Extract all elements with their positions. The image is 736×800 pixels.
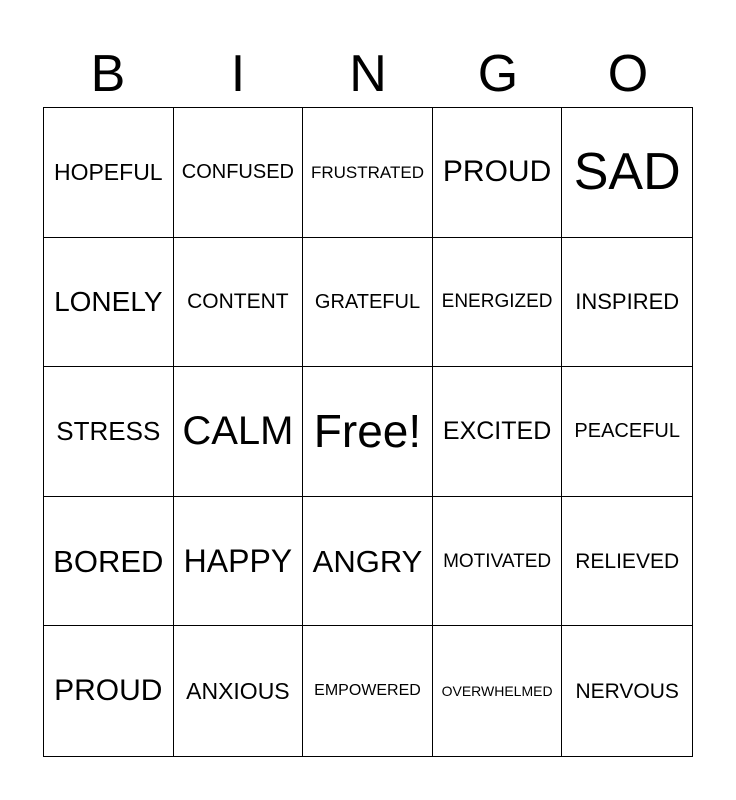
bingo-cell-r5-c2[interactable]: ANXIOUS — [174, 626, 304, 756]
bingo-cell-r3-c4[interactable]: EXCITED — [433, 367, 563, 497]
bingo-cell-r5-c3[interactable]: EMPOWERED — [303, 626, 433, 756]
header-letter-n: N — [349, 45, 387, 103]
bingo-cell-r1-c1[interactable]: HOPEFUL — [44, 108, 174, 238]
bingo-cell-r1-c2[interactable]: CONFUSED — [174, 108, 304, 238]
header-letter-o: O — [607, 45, 649, 103]
bingo-cell-r5-c1[interactable]: PROUD — [44, 626, 174, 756]
bingo-cell-r4-c5[interactable]: RELIEVED — [562, 497, 692, 627]
bingo-cell-r5-c5[interactable]: NERVOUS — [575, 679, 679, 703]
bingo-cell-r3-c1[interactable]: STRESS — [44, 367, 174, 497]
bingo-cell-r1-c5[interactable]: SAD — [562, 108, 692, 238]
bingo-cell-r4-c2[interactable]: HAPPY — [174, 497, 304, 627]
bingo-cell-r2-c1[interactable]: LONELY — [44, 238, 174, 368]
bingo-cell-r4-c3[interactable]: ANGRY — [303, 497, 433, 627]
bingo-cell-r2-c5[interactable]: INSPIRED — [562, 238, 692, 368]
bingo-cell-r2-c2[interactable]: CONTENT — [174, 238, 304, 368]
bingo-free-space[interactable]: Free! — [303, 367, 433, 497]
bingo-header — [43, 40, 693, 108]
header-letter-i: I — [230, 45, 246, 103]
bingo-cell-r5-c4[interactable]: OVERWHELMED — [433, 626, 563, 756]
bingo-cell-r4-c1[interactable]: BORED — [44, 497, 174, 627]
bingo-cell-r1-c3[interactable]: FRUSTRATED — [303, 108, 433, 238]
bingo-cell-r2-c4[interactable]: ENERGIZED — [433, 238, 563, 368]
header-letter-b: B — [90, 45, 126, 103]
bingo-cell-r2-c3[interactable]: GRATEFUL — [303, 238, 433, 368]
bingo-cell-r4-c4[interactable]: MOTIVATED — [433, 497, 563, 627]
bingo-cell-r3-c5[interactable]: PEACEFUL — [562, 367, 692, 497]
header-letter-g: G — [477, 45, 519, 103]
bingo-board — [43, 107, 693, 757]
bingo-cell-r3-c2[interactable]: CALM — [174, 367, 304, 497]
bingo-cell-r1-c4[interactable]: PROUD — [433, 108, 563, 238]
